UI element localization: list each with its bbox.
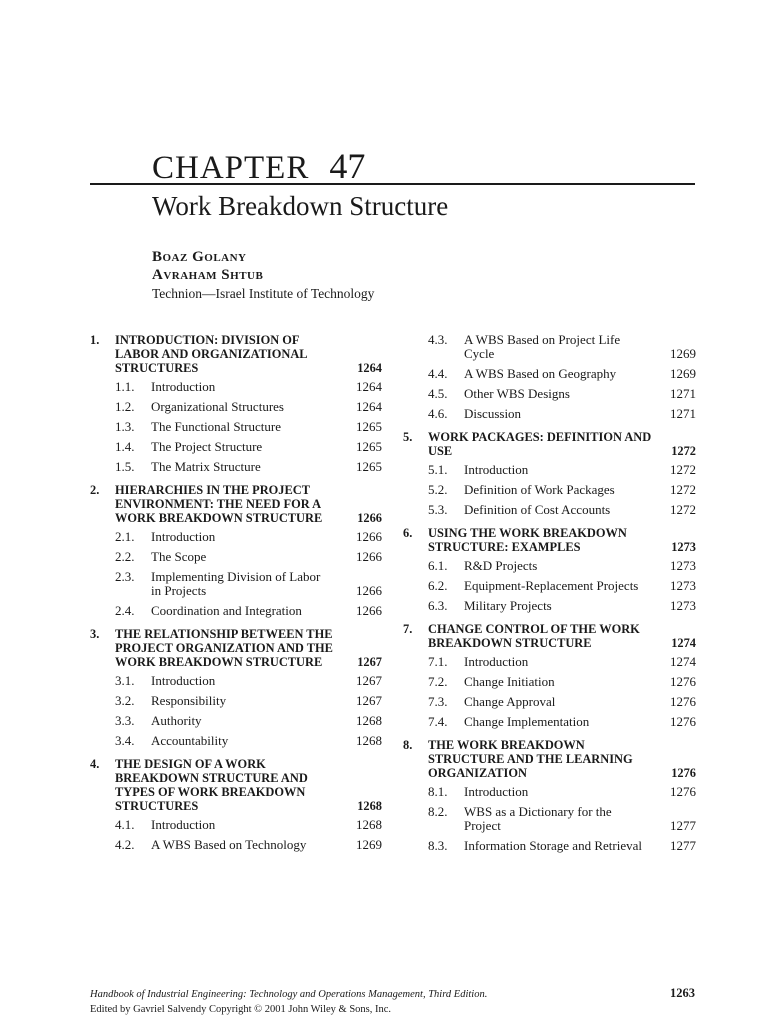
toc-subsection [90,530,382,544]
subsection-page: 1273 [670,558,696,573]
subsection-title: R&D Projects [464,558,538,573]
subsection-number: 1.4. [115,439,135,454]
subsection-number: 3.4. [115,733,135,748]
author-block [152,248,374,303]
subsection-page: 1272 [670,502,696,517]
subsection-title: Introduction [464,654,529,669]
subsection-number: 4.6. [428,406,448,421]
subsection-page: 1267 [356,693,382,708]
subsection-title: Coordination and Integration [151,603,302,618]
subsection-number: 1.1. [115,379,135,394]
subsection-title: Information Storage and Retrieval [464,838,642,853]
subsection-page: 1276 [670,674,696,689]
subsection-number: 7.2. [428,674,448,689]
toc-section [90,627,382,669]
subsection-page: 1265 [356,419,382,434]
author-name: Avraham Shtub [152,267,264,283]
toc-subsection [90,838,382,852]
subsection-page: 1273 [670,598,696,613]
toc-section [403,430,696,458]
section-page: 1264 [357,361,382,375]
toc-subsection [403,579,696,593]
chapter-word: CHAPTER [152,150,310,186]
section-title: THE DESIGN OF A WORK BREAKDOWN STRUCTURE AND TYPES OF WORK BREAKDOWN STRUCTURES [115,757,308,813]
subsection-page: 1276 [670,714,696,729]
toc-subsection [403,785,696,799]
subsection-title: Definition of Work Packages [464,482,615,497]
subsection-title: Implementing Division of Labor in Projects [151,569,321,598]
subsection-number: 3.3. [115,713,135,728]
footer-copyright: Edited by Gavriel Salvendy Copyright © 2001 John Wiley & Sons, Inc. [90,1004,392,1015]
section-number: 2. [90,483,100,497]
subsection-title: A WBS Based on Geography [464,366,617,381]
subsection-page: 1277 [670,818,696,833]
subsection-number: 5.1. [428,462,448,477]
toc-subsection [403,805,696,833]
section-number: 5. [403,430,413,444]
section-page: 1267 [357,655,382,669]
subsection-number: 4.2. [115,837,135,852]
subsection-page: 1268 [356,817,382,832]
toc-subsection [90,734,382,748]
subsection-page: 1267 [356,673,382,688]
footer-source: Handbook of Industrial Engineering: Technology and Operations Management, Third Edition. [90,989,488,1000]
section-page: 1268 [357,799,382,813]
heading-rule [90,183,695,185]
subsection-number: 1.2. [115,399,135,414]
toc-subsection [403,407,696,421]
section-title: CHANGE CONTROL OF THE WORK BREAKDOWN STRUCTURE [428,622,640,650]
toc-subsection [90,694,382,708]
subsection-number: 1.5. [115,459,135,474]
subsection-title: The Project Structure [151,439,263,454]
toc-section [403,526,696,554]
toc-subsection [403,695,696,709]
page-number: 1263 [670,986,695,1000]
toc-subsection [90,400,382,414]
subsection-number: 6.1. [428,558,448,573]
subsection-title: Definition of Cost Accounts [464,502,611,517]
toc-subsection [90,674,382,688]
subsection-title: Military Projects [464,598,552,613]
subsection-title: Introduction [151,817,216,832]
section-page: 1274 [671,636,696,650]
subsection-title: Change Implementation [464,714,590,729]
author-name: Boaz Golany [152,249,247,265]
toc-subsection [403,367,696,381]
subsection-page: 1277 [670,838,696,853]
chapter-heading [152,148,365,185]
section-page: 1273 [671,540,696,554]
subsection-title: Organizational Structures [151,399,284,414]
subsection-title: Introduction [151,673,216,688]
subsection-page: 1266 [356,603,382,618]
toc-subsection [90,460,382,474]
subsection-page: 1265 [356,459,382,474]
subsection-page: 1273 [670,578,696,593]
toc-subsection [90,440,382,454]
toc-subsection [403,483,696,497]
toc-section [90,757,382,813]
subsection-page: 1265 [356,439,382,454]
toc-subsection [90,714,382,728]
subsection-number: 7.3. [428,694,448,709]
subsection-number: 6.3. [428,598,448,613]
section-title: THE RELATIONSHIP BETWEEN THE PROJECT ORGANIZATION AND THE WORK BREAKDOWN STRUCTURE [115,627,333,669]
subsection-page: 1268 [356,733,382,748]
toc-subsection [90,604,382,618]
subsection-title: Introduction [151,379,216,394]
toc-subsection [403,655,696,669]
subsection-page: 1276 [670,784,696,799]
subsection-title: The Functional Structure [151,419,281,434]
subsection-title: The Matrix Structure [151,459,261,474]
subsection-number: 5.2. [428,482,448,497]
subsection-title: The Scope [151,549,207,564]
subsection-title: Introduction [151,529,216,544]
subsection-number: 6.2. [428,578,448,593]
chapter-title: Work Breakdown Structure [152,191,449,221]
chapter-number: 47 [329,146,366,186]
toc-subsection [403,675,696,689]
toc-subsection [403,503,696,517]
subsection-title: Change Approval [464,694,556,709]
subsection-page: 1274 [670,654,696,669]
section-number: 1. [90,333,100,347]
subsection-page: 1266 [356,583,382,598]
section-title: HIERARCHIES IN THE PROJECT ENVIRONMENT: THE NEED FOR A WORK BREAKDOWN STRUCTURE [115,483,323,525]
subsection-number: 4.4. [428,366,448,381]
section-number: 3. [90,627,100,641]
subsection-page: 1269 [670,366,696,381]
toc-subsection [403,463,696,477]
section-page: 1272 [671,444,696,458]
subsection-page: 1264 [356,379,382,394]
section-number: 4. [90,757,100,771]
section-page: 1276 [671,766,696,780]
subsection-page: 1266 [356,549,382,564]
subsection-title: Authority [151,713,202,728]
subsection-title: A WBS Based on Technology [151,837,307,852]
section-title: THE WORK BREAKDOWN STRUCTURE AND THE LEARNING ORGANIZATION [428,738,633,780]
section-number: 8. [403,738,413,752]
subsection-number: 3.1. [115,673,135,688]
subsection-page: 1276 [670,694,696,709]
toc-subsection [90,570,382,598]
subsection-number: 8.3. [428,838,448,853]
subsection-page: 1271 [670,386,696,401]
toc-subsection [90,420,382,434]
subsection-page: 1269 [356,837,382,852]
subsection-number: 5.3. [428,502,448,517]
toc-subsection [403,599,696,613]
toc-subsection [90,550,382,564]
toc-column-left [90,333,382,858]
section-title: USING THE WORK BREAKDOWN STRUCTURE: EXAMPLES [428,526,627,554]
toc-section [403,622,696,650]
subsection-title: Responsibility [151,693,227,708]
toc-subsection [403,715,696,729]
subsection-number: 8.2. [428,804,448,819]
subsection-number: 7.4. [428,714,448,729]
subsection-title: Other WBS Designs [464,386,570,401]
subsection-number: 7.1. [428,654,448,669]
section-page: 1266 [357,511,382,525]
subsection-title: A WBS Based on Project Life Cycle [464,332,621,361]
toc-subsection [403,839,696,853]
toc-subsection [90,380,382,394]
toc-subsection [403,387,696,401]
subsection-number: 2.2. [115,549,135,564]
affiliation: Technion—Israel Institute of Technology [152,286,375,301]
subsection-title: WBS as a Dictionary for the Project [464,804,612,833]
subsection-number: 2.3. [115,569,135,584]
toc-subsection [403,559,696,573]
subsection-page: 1271 [670,406,696,421]
subsection-title: Discussion [464,406,522,421]
subsection-number: 2.1. [115,529,135,544]
subsection-page: 1272 [670,482,696,497]
subsection-title: Introduction [464,462,529,477]
section-title: INTRODUCTION: DIVISION OF LABOR AND ORGANIZATIONAL STRUCTURES [115,333,307,375]
subsection-title: Equipment-Replacement Projects [464,578,639,593]
subsection-number: 3.2. [115,693,135,708]
toc-subsection [403,333,696,361]
toc-subsection [90,818,382,832]
toc-section [403,738,696,780]
subsection-number: 2.4. [115,603,135,618]
subsection-number: 1.3. [115,419,135,434]
toc-section [90,333,382,375]
subsection-page: 1264 [356,399,382,414]
subsection-number: 4.1. [115,817,135,832]
subsection-number: 4.5. [428,386,448,401]
section-title: WORK PACKAGES: DEFINITION AND USE [428,430,652,458]
toc-section [90,483,382,525]
subsection-page: 1268 [356,713,382,728]
subsection-page: 1269 [670,346,696,361]
subsection-title: Change Initiation [464,674,555,689]
subsection-page: 1272 [670,462,696,477]
subsection-page: 1266 [356,529,382,544]
subsection-title: Accountability [151,733,229,748]
section-number: 7. [403,622,413,636]
toc-column-right [403,333,696,859]
section-number: 6. [403,526,413,540]
subsection-title: Introduction [464,784,529,799]
subsection-number: 8.1. [428,784,448,799]
subsection-number: 4.3. [428,332,448,347]
